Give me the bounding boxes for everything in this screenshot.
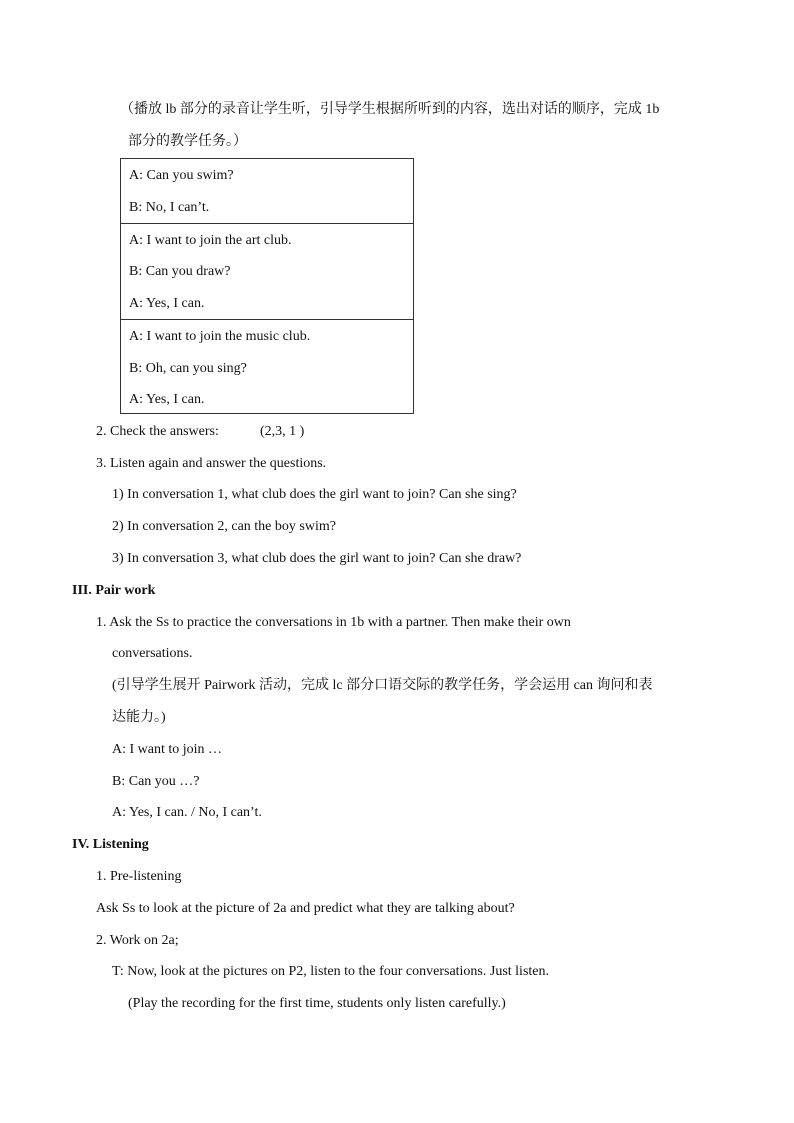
dialog-line: A: I want to join the music club.: [129, 329, 311, 344]
intro-note-line-1: （播放 lb 部分的录音让学生听，引导学生根据所听到的内容，选出对话的顺序，完成 1b: [120, 102, 660, 117]
dialog-line: B: Oh, can you sing?: [129, 361, 247, 376]
listen-again-heading: 3. Listen again and answer the questions.: [96, 456, 327, 471]
dialog-line: A: I want to join the art club.: [129, 233, 292, 248]
dialog-line: A: Yes, I can.: [129, 296, 205, 311]
dialog-line: A: Yes, I can.: [129, 392, 205, 407]
dialog-order-table: [120, 158, 414, 414]
listening-item-1: 1. Pre-listening: [96, 869, 182, 884]
pair-work-dialog-line: A: Yes, I can. / No, I can’t.: [112, 805, 262, 820]
dialog-group-3: [121, 319, 413, 414]
listening-item-2-teacher-line: T: Now, look at the pictures on P2, listen to the four conversations. Just listen.: [112, 964, 550, 979]
question-3: 3) In conversation 3, what club does the girl want to join? Can she draw?: [112, 551, 522, 566]
pair-work-dialog-line: A: I want to join …: [112, 742, 223, 757]
pair-work-dialog-line: B: Can you …?: [112, 774, 200, 789]
listening-item-1-text: Ask Ss to look at the picture of 2a and predict what they are talking about?: [96, 901, 515, 916]
dialog-group-2: [121, 223, 413, 320]
section-heading-listening: IV. Listening: [72, 837, 149, 852]
section-heading-pair-work: III. Pair work: [72, 583, 156, 598]
dialog-line: B: No, I can’t.: [129, 200, 210, 215]
dialog-line: B: Can you draw?: [129, 264, 231, 279]
pair-work-note-line-1: (引导学生展开 Pairwork 活动，完成 lc 部分口语交际的教学任务，学会运用 can 询问和表: [112, 678, 653, 693]
pair-work-note-line-2: 达能力。): [112, 710, 166, 725]
pair-work-item-1-line-1: 1. Ask the Ss to practice the conversations in 1b with a partner. Then make their own: [96, 615, 571, 630]
question-1: 1) In conversation 1, what club does the girl want to join? Can she sing?: [112, 487, 517, 502]
check-answers-value: (2,3, 1 ): [260, 424, 305, 439]
intro-note-line-2: 部分的教学任务。）: [128, 134, 247, 149]
question-2: 2) In conversation 2, can the boy swim?: [112, 519, 336, 534]
listening-item-2: 2. Work on 2a;: [96, 933, 179, 948]
dialog-group-1: [121, 159, 413, 223]
check-answers-label: 2. Check the answers:: [96, 424, 219, 439]
pair-work-item-1-line-2: conversations.: [112, 646, 193, 661]
listening-item-2-note: (Play the recording for the first time, students only listen carefully.): [128, 996, 506, 1011]
dialog-line: A: Can you swim?: [129, 168, 234, 183]
